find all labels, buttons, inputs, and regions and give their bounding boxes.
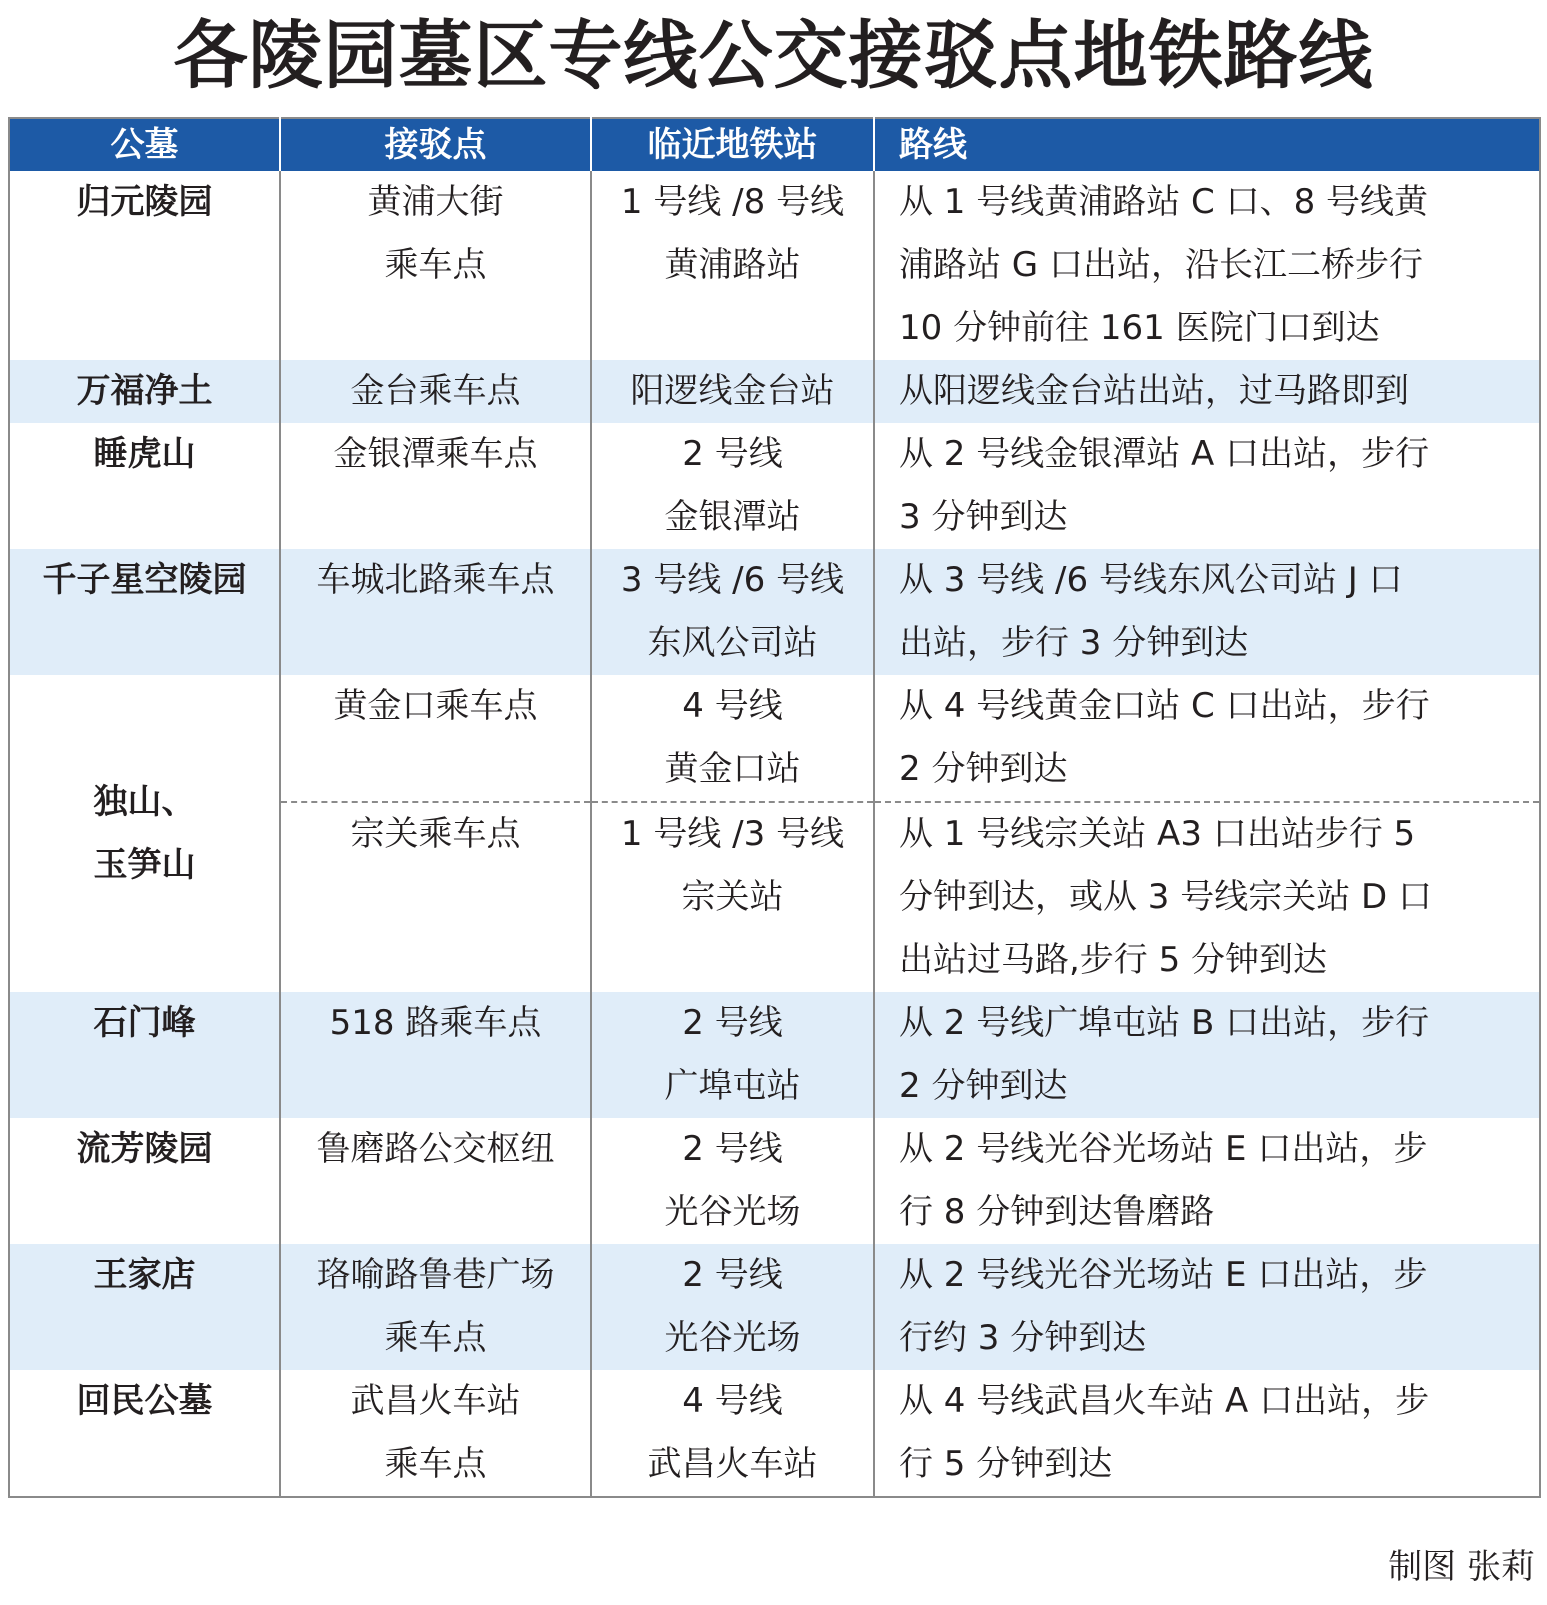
route-line: 从 1 号线黄浦路站 C 口、8 号线黄 — [899, 182, 1429, 222]
pickup-line: 乘车点 — [384, 1444, 487, 1484]
header-route: 路线 — [874, 118, 1540, 171]
station-line: 宗关站 — [681, 877, 784, 917]
cemetery-cell — [9, 675, 280, 992]
table-row — [9, 423, 1540, 549]
route-cell — [874, 360, 1540, 423]
chart-credit: 制图 张莉 — [1388, 1547, 1535, 1587]
cemetery-name: 王家店 — [93, 1255, 196, 1295]
route-line: 行 8 分钟到达鲁磨路 — [899, 1192, 1215, 1232]
cemetery-name: 睡虎山 — [93, 434, 196, 474]
pickup-line: 金银潭乘车点 — [333, 434, 538, 474]
pickup-cell — [280, 549, 591, 675]
station-cell — [591, 1118, 874, 1244]
station-line: 东风公司站 — [647, 623, 818, 663]
pickup-line: 黄浦大街 — [367, 182, 504, 222]
route-cell — [874, 675, 1540, 802]
route-line: 从 4 号线武昌火车站 A 口出站，步 — [899, 1381, 1430, 1421]
station-cell — [591, 1370, 874, 1497]
cemetery-cell — [9, 360, 280, 423]
route-line: 行约 3 分钟到达 — [899, 1318, 1147, 1358]
pickup-cell — [280, 1370, 591, 1497]
station-line: 武昌火车站 — [647, 1444, 818, 1484]
pickup-line: 518 路乘车点 — [329, 1003, 542, 1043]
station-line: 黄金口站 — [664, 749, 801, 789]
route-line: 分钟到达，或从 3 号线宗关站 D 口 — [899, 877, 1433, 917]
table-row — [9, 1118, 1540, 1244]
station-line: 2 号线 — [682, 434, 783, 474]
route-cell — [874, 423, 1540, 549]
pickup-line: 珞喻路鲁巷广场 — [316, 1255, 555, 1295]
pickup-cell — [280, 171, 591, 360]
station-line: 阳逻线金台站 — [630, 371, 835, 411]
page-title: 各陵园墓区专线公交接驳点地铁路线 — [173, 13, 1374, 99]
table-row — [9, 171, 1540, 360]
route-line: 从 1 号线宗关站 A3 口出站步行 5 — [899, 814, 1416, 854]
station-line: 4 号线 — [682, 1381, 783, 1421]
route-line: 从 2 号线光谷光场站 E 口出站，步 — [899, 1129, 1428, 1169]
cemetery-cell — [9, 423, 280, 549]
station-line: 黄浦路站 — [664, 245, 801, 285]
cemetery-name: 回民公墓 — [76, 1381, 213, 1421]
station-line: 2 号线 — [682, 1129, 783, 1169]
table-header-row — [9, 118, 1540, 171]
station-line: 金银潭站 — [664, 497, 801, 537]
cemetery-cell — [9, 992, 280, 1118]
route-line: 从 4 号线黄金口站 C 口出站，步行 — [899, 686, 1430, 726]
header-cemetery: 公墓 — [9, 118, 280, 171]
route-cell — [874, 802, 1540, 992]
cemetery-name: 玉笋山 — [93, 844, 196, 885]
station-line: 光谷光场 — [664, 1318, 801, 1358]
cemetery-name: 千子星空陵园 — [42, 560, 247, 600]
route-line: 出站过马路,步行 5 分钟到达 — [899, 940, 1328, 980]
pickup-cell — [280, 675, 591, 802]
route-cell — [874, 171, 1540, 360]
cemetery-name: 万福净土 — [76, 371, 213, 411]
pickup-line: 鲁磨路公交枢纽 — [316, 1129, 555, 1169]
route-line: 从 2 号线金银潭站 A 口出站，步行 — [899, 434, 1430, 474]
station-line: 光谷光场 — [664, 1192, 801, 1232]
pickup-cell — [280, 1118, 591, 1244]
route-line: 从 2 号线广埠屯站 B 口出站，步行 — [899, 1003, 1430, 1043]
station-line: 广埠屯站 — [664, 1066, 801, 1106]
station-cell — [591, 802, 874, 992]
cemetery-cell — [9, 171, 280, 360]
station-cell — [591, 423, 874, 549]
route-line: 浦路站 G 口出站，沿长江二桥步行 — [899, 245, 1423, 285]
route-line: 从 2 号线光谷光场站 E 口出站，步 — [899, 1255, 1428, 1295]
cemetery-name: 石门峰 — [93, 1003, 196, 1043]
table-row — [9, 675, 1540, 802]
station-cell — [591, 675, 874, 802]
pickup-line: 黄金口乘车点 — [333, 686, 538, 726]
table-row — [9, 549, 1540, 675]
station-line: 2 号线 — [682, 1255, 783, 1295]
route-line: 2 分钟到达 — [899, 749, 1068, 789]
cemetery-cell — [9, 1370, 280, 1497]
route-line: 10 分钟前往 161 医院门口到达 — [899, 308, 1380, 348]
route-line: 2 分钟到达 — [899, 1066, 1068, 1106]
cemetery-cell — [9, 1118, 280, 1244]
station-line: 2 号线 — [682, 1003, 783, 1043]
pickup-line: 金台乘车点 — [350, 371, 521, 411]
cemetery-name: 独山、 — [93, 781, 196, 822]
header-station: 临近地铁站 — [591, 118, 874, 171]
station-line: 3 号线 /6 号线 — [620, 560, 845, 600]
route-line: 行 5 分钟到达 — [899, 1444, 1113, 1484]
pickup-cell — [280, 992, 591, 1118]
header-pickup: 接驳点 — [280, 118, 591, 171]
table-row — [9, 360, 1540, 423]
station-cell — [591, 171, 874, 360]
pickup-line: 乘车点 — [384, 1318, 487, 1358]
station-cell — [591, 1244, 874, 1370]
station-line: 1 号线 /8 号线 — [620, 182, 845, 222]
route-cell — [874, 992, 1540, 1118]
route-line: 出站，步行 3 分钟到达 — [899, 623, 1249, 663]
station-cell — [591, 360, 874, 423]
table-row — [9, 992, 1540, 1118]
route-line: 3 分钟到达 — [899, 497, 1068, 537]
station-line: 4 号线 — [682, 686, 783, 726]
pickup-line: 车城北路乘车点 — [316, 560, 555, 600]
metro-route-table — [8, 117, 1541, 1498]
cemetery-name: 流芳陵园 — [76, 1129, 213, 1169]
station-cell — [591, 549, 874, 675]
pickup-cell — [280, 423, 591, 549]
pickup-line: 乘车点 — [384, 245, 487, 285]
route-cell — [874, 1370, 1540, 1497]
pickup-line: 宗关乘车点 — [350, 814, 521, 854]
route-cell — [874, 1118, 1540, 1244]
pickup-cell — [280, 802, 591, 992]
station-line: 1 号线 /3 号线 — [620, 814, 845, 854]
cemetery-cell — [9, 549, 280, 675]
station-cell — [591, 992, 874, 1118]
route-cell — [874, 549, 1540, 675]
route-line: 从阳逻线金台站出站，过马路即到 — [899, 371, 1409, 411]
pickup-line: 武昌火车站 — [350, 1381, 521, 1421]
route-line: 从 3 号线 /6 号线东风公司站 J 口 — [899, 560, 1403, 600]
cemetery-name: 归元陵园 — [76, 182, 213, 222]
pickup-cell — [280, 360, 591, 423]
cemetery-cell — [9, 1244, 280, 1370]
pickup-cell — [280, 1244, 591, 1370]
route-cell — [874, 1244, 1540, 1370]
table-row — [9, 1370, 1540, 1497]
table-row — [9, 1244, 1540, 1370]
